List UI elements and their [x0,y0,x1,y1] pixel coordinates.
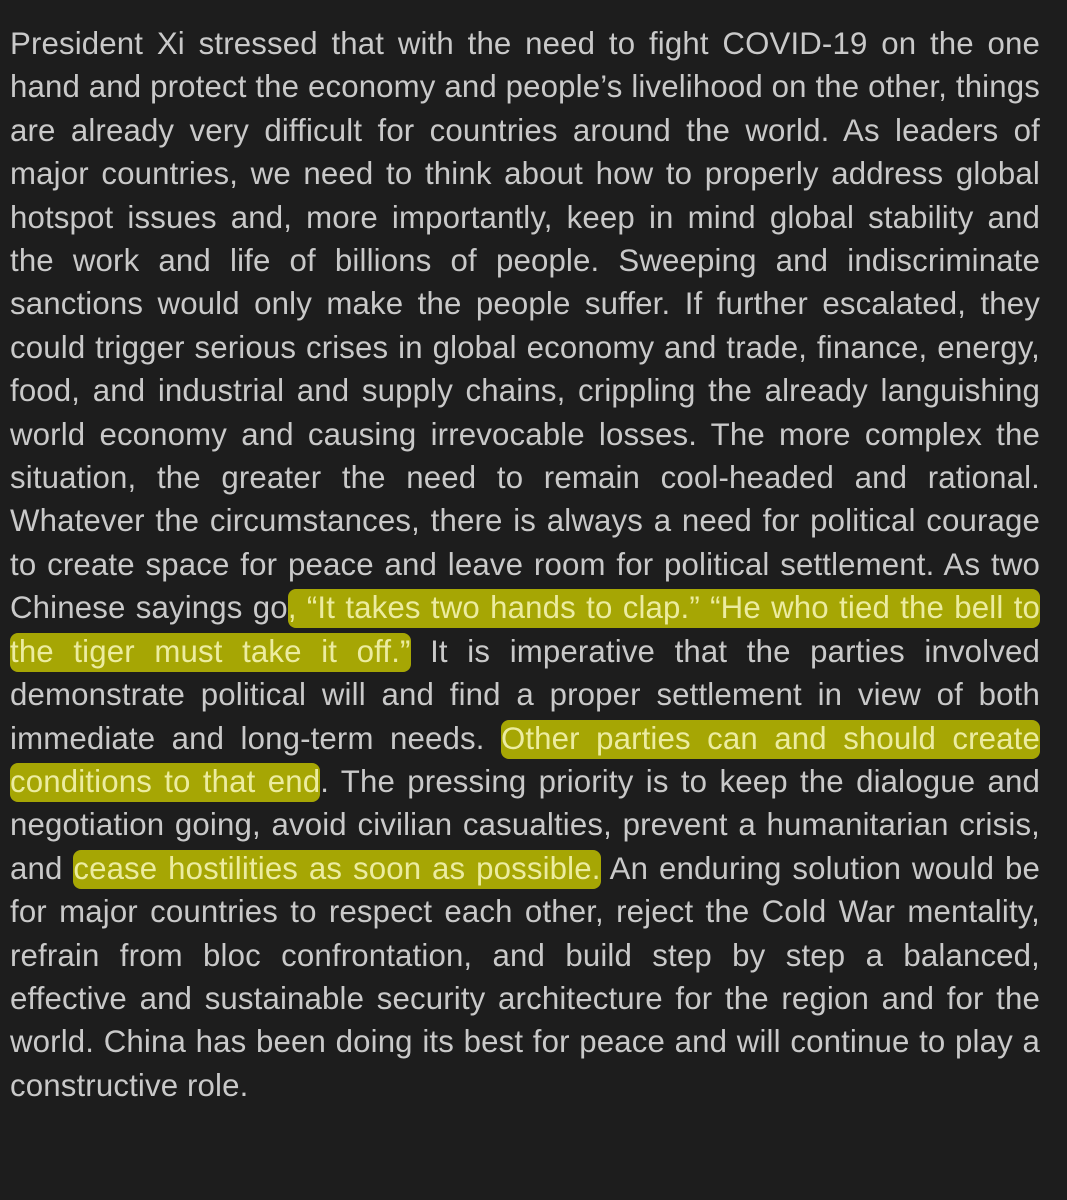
highlighted-text: Other parties can and should create conditions to that end [10,720,1040,802]
highlighted-text: , “It takes two hands to clap.” “He who tied the bell to the tiger must take it off.” [10,589,1040,671]
text-segment: An enduring solution would be for major countries to respect each other, reject the Cold War mentality, refrain from bloc confrontation, and build step by step a balanced, effective and sustainable security architecture for the region and for the world. China has been doing its best for peace and will continue to play a constructive role. [10,850,1040,1103]
highlighted-text: cease hostilities as soon as possible. [73,850,600,889]
article-paragraph [10,22,1040,1107]
text-segment: . The pressing priority is to keep the dialogue and negotiation going, avoid civilian casualties, prevent a humanitarian crisis, and [10,763,1041,886]
text-segment: President Xi stressed that with the need to fight COVID-19 on the one hand and protect the economy and people’s livelihood on the other, things are already very difficult for countries around the world. As leaders of major countries, we need to think about how to properly address global hotspot issues and, more importantly, keep in mind global stability and the work and life of billions of people. Sweeping and indiscriminate sanctions would only make the people suffer. If further escalated, they could trigger serious crises in global economy and trade, finance, energy, food, and industrial and supply chains, crippling the already languishing world economy and causing irrevocable losses. The more complex the situation, the greater the need to remain cool-headed and rational. Whatever the circumstances, there is always a need for political courage to create space for peace and leave room for political settlement. As two Chinese sayings go [10,26,1040,626]
text-segment: It is imperative that the parties involved demonstrate political will and find a proper settlement in view of both immediate and long-term needs. [10,633,1040,756]
